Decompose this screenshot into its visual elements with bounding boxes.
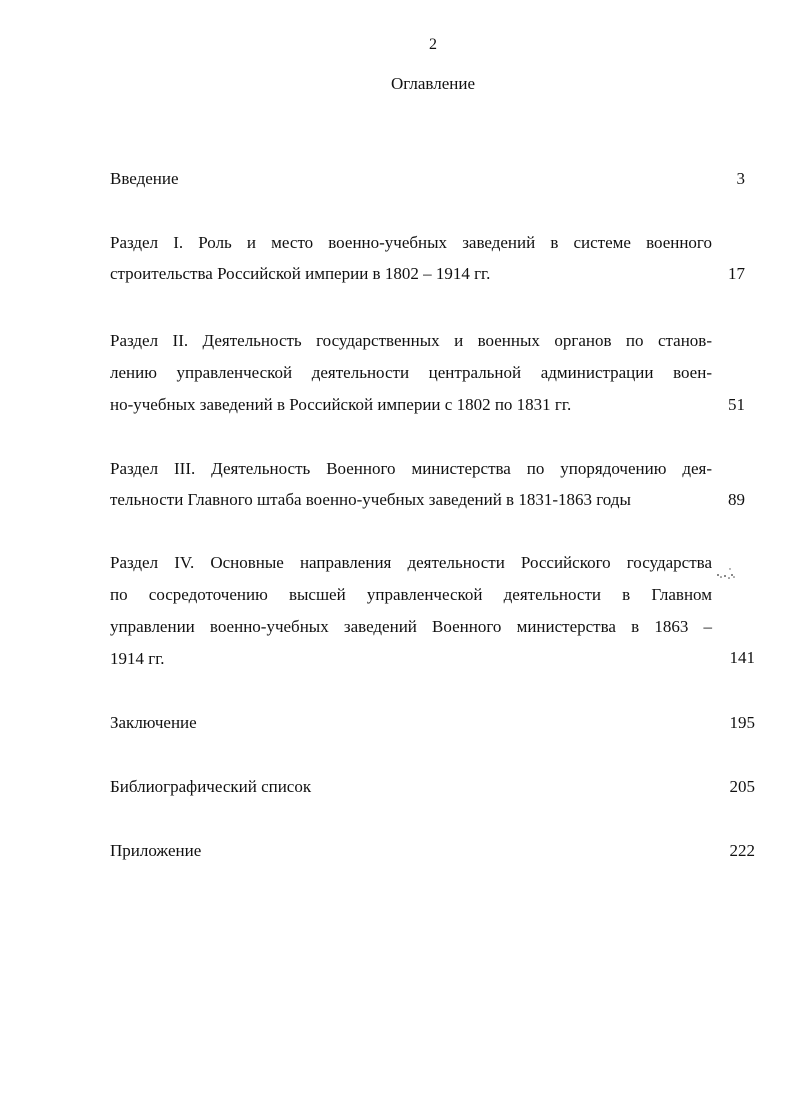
toc-entry-section-4-page: 141 xyxy=(729,648,755,667)
toc-entry-section-3-page: 89 xyxy=(728,490,745,509)
scan-artifact-mark xyxy=(714,566,738,580)
toc-entry-conclusion-page: 195 xyxy=(729,713,755,732)
toc-entry-section-1-line-2: строительства Российской империи в 1802 – 1914 гг. xyxy=(110,264,491,283)
toc-entry-section-2-page: 51 xyxy=(728,395,745,414)
toc-entry-section-4-line-4: 1914 гг. xyxy=(110,649,165,668)
toc-entry-section-1-page: 17 xyxy=(728,264,745,283)
toc-entry-section-3-line-2: тельности Главного штаба военно-учебных заведений в 1831-1863 годы xyxy=(110,490,631,509)
toc-entry-section-2-line-3: но-учебных заведений в Российской империи с 1802 по 1831 гг. xyxy=(110,395,572,414)
toc-entry-conclusion-label: Заключение xyxy=(110,713,197,732)
toc-entry-appendix-label: Приложение xyxy=(110,841,202,860)
toc-entry-bibliography-label: Библиографический список xyxy=(110,777,312,796)
toc-entry-section-4-line-2: по сосредоточению высшей управленческой деятельности в Главном xyxy=(110,585,712,604)
toc-title: Оглавление xyxy=(391,74,475,93)
page-number: 2 xyxy=(429,36,437,53)
toc-entry-appendix-page: 222 xyxy=(729,841,755,860)
toc-entry-section-2-line-2: лению управленческой деятельности центральной администрации воен- xyxy=(110,363,712,382)
toc-entry-section-4-line-3: управлении военно-учебных заведений Военного министерства в 1863 – xyxy=(110,617,712,636)
toc-entry-intro-label: Введение xyxy=(110,169,179,188)
toc-entry-section-3-line-1: Раздел III. Деятельность Военного министерства по упорядочению дея- xyxy=(110,459,712,478)
toc-entry-section-2-line-1: Раздел II. Деятельность государственных и военных органов по станов- xyxy=(110,331,712,350)
toc-entry-section-1-line-1: Раздел I. Роль и место военно-учебных заведений в системе военного xyxy=(110,233,712,252)
toc-entry-intro-page: 3 xyxy=(736,169,745,188)
toc-entry-bibliography-page: 205 xyxy=(729,777,755,796)
toc-entry-section-4-line-1: Раздел IV. Основные направления деятельности Российского государства xyxy=(110,553,712,572)
